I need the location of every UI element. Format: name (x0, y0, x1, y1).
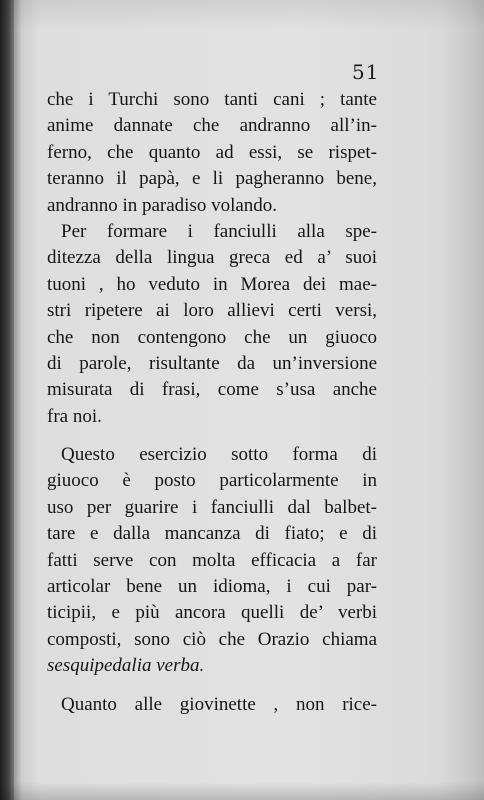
book-spine-shadow (0, 0, 14, 800)
text-line: ticipii, e più ancora quelli de’ verbi (47, 602, 377, 624)
text-line: Quanto alle giovinette , non rice- (61, 693, 377, 715)
text-line: giuoco è posto particolarmente in (47, 470, 377, 492)
text-line: andranno in paradiso volando. (47, 194, 278, 216)
text-line: di parole, risultante da un’inversione (47, 352, 377, 374)
text-line: teranno il papà, e li pagheranno bene, (47, 168, 377, 190)
text-line: tuoni , ho veduto in Morea dei mae- (47, 273, 377, 295)
text-line: Questo esercizio sotto forma di (61, 444, 377, 466)
text-line: fatti serve con molta efficacia a far (47, 549, 377, 571)
text-line: fra noi. (47, 405, 102, 427)
text-line: Per formare i fanciulli alla spe- (61, 220, 377, 242)
text-line: ferno, che quanto ad essi, se rispet- (47, 141, 377, 163)
text-line: ditezza della lingua greca ed a’ suoi (47, 247, 377, 269)
text-line: misurata di frasi, come s’usa anche (47, 379, 377, 401)
text-line: tare e dalla mancanza di fiato; e di (47, 523, 377, 545)
text-line: anime dannate che andranno all’in- (47, 115, 377, 137)
text-line: composti, sono ciò che Orazio chiama (47, 628, 377, 650)
text-line: sesquipedalia verba. (47, 655, 205, 677)
text-line: articolar bene un idioma, i cui par- (47, 576, 377, 598)
body-text (47, 87, 377, 718)
page-number: 51 (352, 60, 380, 84)
text-line: uso per guarire i fanciulli dal balbet- (47, 496, 377, 518)
text-line: che i Turchi sono tanti cani ; tante (47, 89, 377, 110)
text-line: stri ripetere ai loro allievi certi versi, (47, 300, 377, 322)
text-line: che non contengono che un giuoco (47, 326, 377, 348)
